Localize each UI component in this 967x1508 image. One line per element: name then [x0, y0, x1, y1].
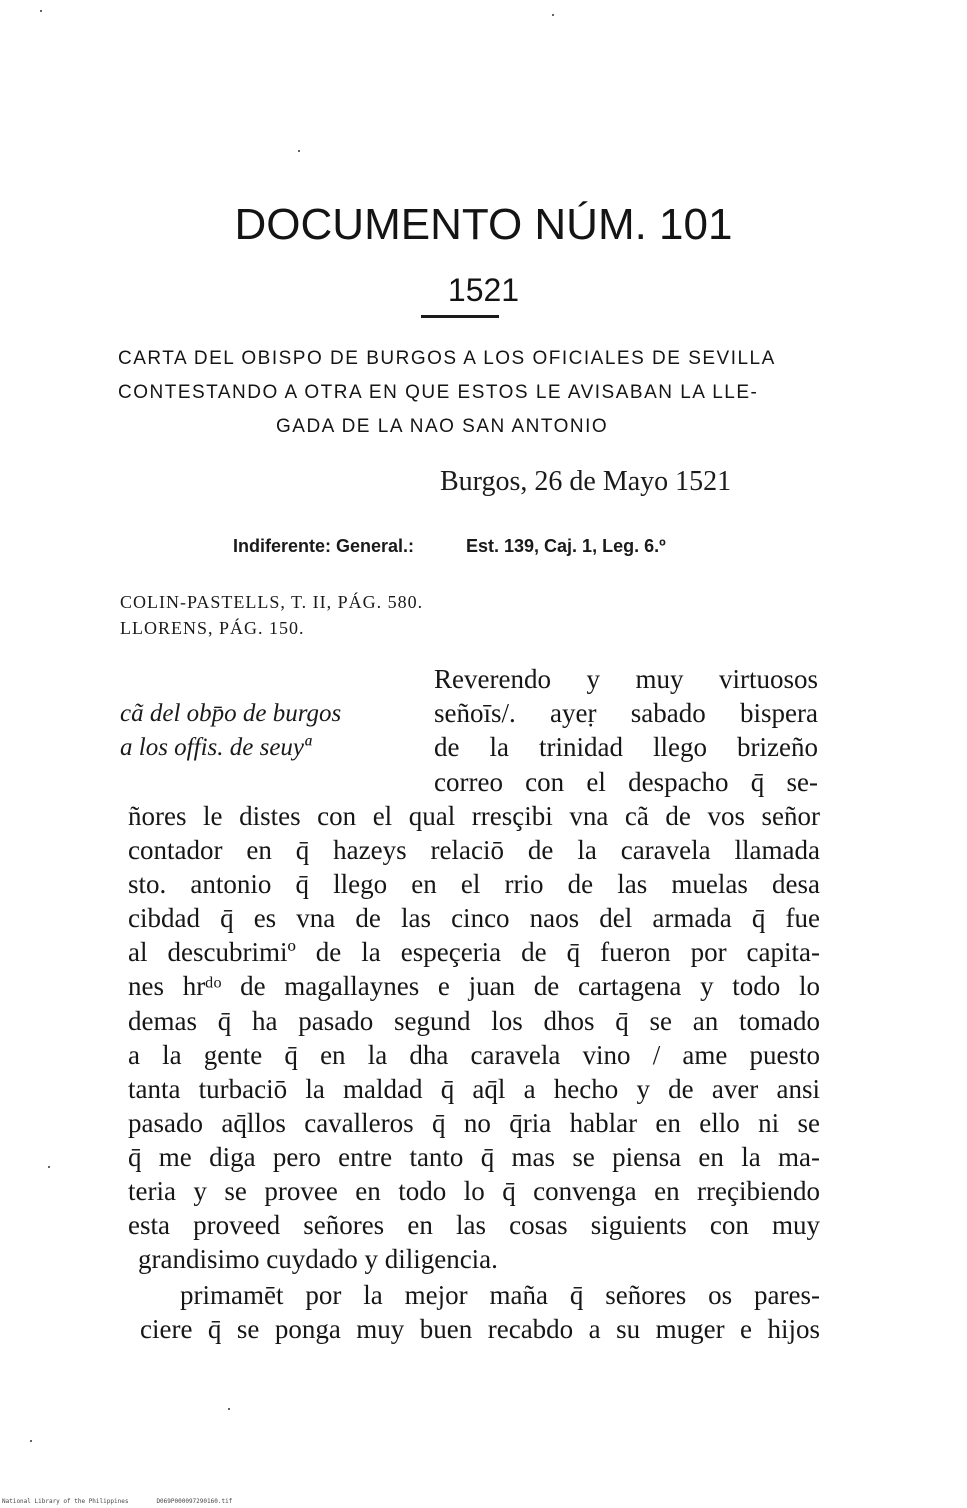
- bibliography-reference: COLIN-PASTELLS, T. II, PÁG. 580.: [120, 592, 424, 612]
- year-underline: [421, 315, 499, 318]
- body-text-line: Reverendo y muy virtuosos: [434, 664, 818, 694]
- scan-speck: [228, 1408, 230, 1410]
- body-text-line: contador en q̄ hazeys relaciō de la caravela llamada: [128, 835, 820, 865]
- body-text-line: tanta turbaciō la maldad q̄ aq̄l a hecho y de aver ansi: [128, 1074, 820, 1104]
- body-text-line: sto. antonio q̄ llego en el rrio de las muelas desa: [128, 869, 820, 899]
- body-text-line: cibdad q̄ es vna de las cinco naos del armada q̄ fue: [128, 903, 820, 933]
- scan-speck: [552, 14, 554, 16]
- body-text-line: primamēt por la mejor maña q̄ señores os pares-: [180, 1280, 820, 1310]
- body-text-line: esta proveed señores en las cosas siguients con muy: [128, 1210, 820, 1240]
- margin-note-line-1: cã del obp̄o de burgos: [120, 700, 342, 727]
- body-text-line: a la gente q̄ en la dha caravela vino / ame puesto: [128, 1040, 820, 1070]
- body-text-line: de la trinidad llego brizeño: [434, 732, 818, 762]
- subject-line-1: CARTA DEL OBISPO DE BURGOS A LOS OFICIALES DE SEVILLA: [118, 348, 776, 369]
- archive-label: Indiferente: General.:: [233, 536, 415, 556]
- body-text-line: ciere q̄ se ponga muy buen recabdo a su muger e hijos: [140, 1314, 820, 1344]
- body-text-line: teria y se provee en todo lo q̄ convenga en rreçibiendo: [128, 1176, 820, 1206]
- body-text-line: ñores le distes con el qual rresçibi vna cã de vos señor: [128, 801, 820, 831]
- document-year: 1521: [447, 272, 520, 308]
- margin-note-line-2: a los offis. de seuyª: [120, 734, 311, 761]
- bibliography-reference: LLORENS, PÁG. 150.: [120, 618, 305, 638]
- body-text-line: señoīs/. ayeṛ sabado bispera: [434, 698, 818, 728]
- body-text-line: q̄ me diga pero entre tanto q̄ mas se piensa en la ma-: [128, 1142, 820, 1172]
- archive-reference: Est. 139, Caj. 1, Leg. 6.º: [466, 536, 666, 556]
- scan-speck: [30, 1440, 32, 1442]
- place-date: Burgos, 26 de Mayo 1521: [440, 466, 732, 497]
- scan-speck: [298, 150, 300, 152]
- scan-footer: [2, 1498, 232, 1505]
- body-text-line: al descubrimiº de la espeçeria de q̄ fueron por capita-: [128, 937, 820, 967]
- body-text-line: pasado aq̄llos cavalleros q̄ no q̄ria hablar en ello ni se: [128, 1108, 820, 1138]
- body-text-line: correo con el despacho q̄ se-: [434, 767, 818, 797]
- document-title: DOCUMENTO NÚM. 101: [234, 200, 733, 249]
- body-text-line: nes hrᵈᵒ de magallaynes e juan de cartagena y todo lo: [128, 971, 820, 1001]
- footer-library: National Library of the Philippines: [2, 1498, 129, 1505]
- subject-line-2: CONTESTANDO A OTRA EN QUE ESTOS LE AVISABAN LA LLE-: [118, 382, 759, 403]
- body-text-line: demas q̄ ha pasado segund los dhos q̄ se an tomado: [128, 1006, 820, 1036]
- scan-speck: [48, 1166, 50, 1168]
- subject-line-3: GADA DE LA NAO SAN ANTONIO: [276, 416, 609, 437]
- footer-file-id: D069P000097290160.tif: [156, 1498, 233, 1505]
- body-text-line: grandisimo cuydado y diligencia.: [138, 1244, 498, 1274]
- scan-speck: [40, 10, 42, 12]
